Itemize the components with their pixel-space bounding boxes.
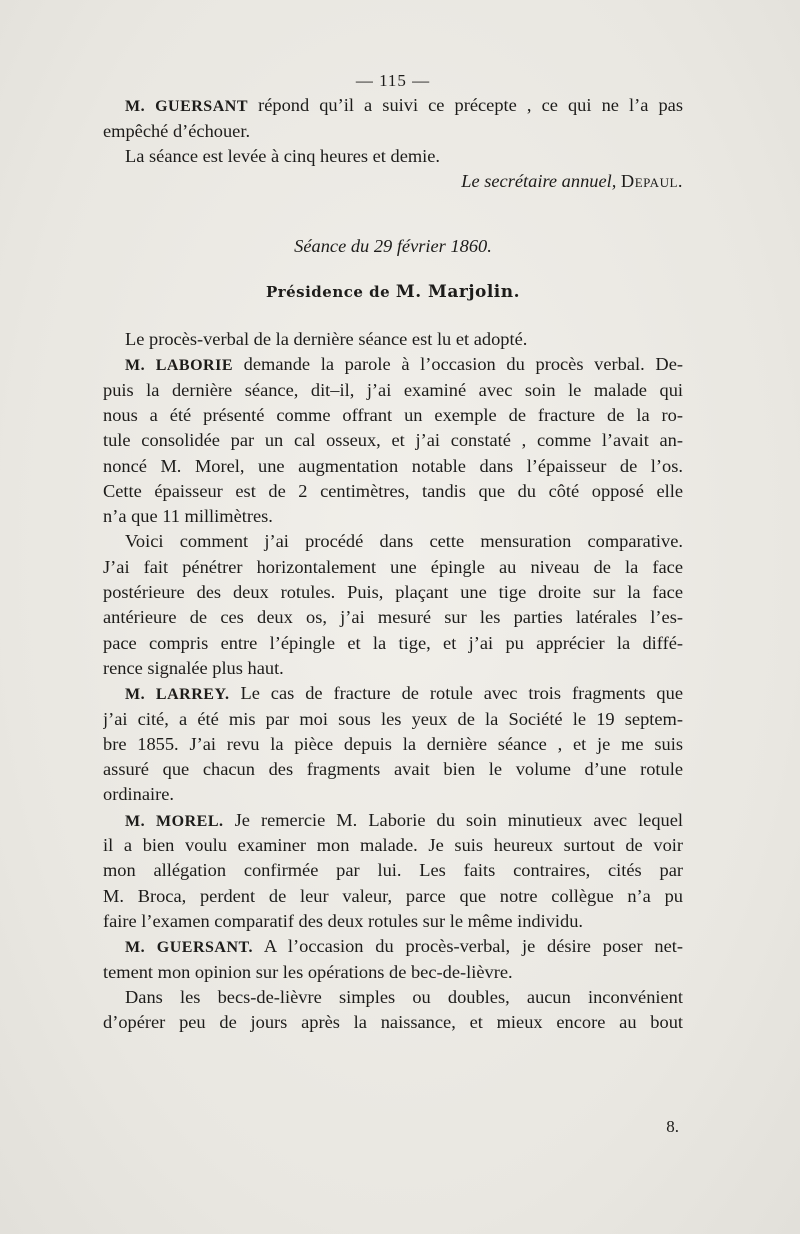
paragraph-line: bre 1855. J’ai revu la pièce depuis la dernière séance , et je me suis <box>103 733 683 754</box>
presidence-name: M. Marjolin. <box>395 281 521 302</box>
paragraph-line: d’opérer peu de jours après la naissance, et mieux encore au bout <box>103 1012 683 1033</box>
paragraph-line: empêché d’échouer. <box>103 120 251 141</box>
paragraph-line: ordinaire. <box>103 784 174 805</box>
paragraph-line <box>103 934 683 959</box>
paragraph-line: Cette épaisseur est de 2 centimètres, tandis que du côté opposé elle <box>103 480 683 501</box>
paragraph-line: Dans les becs-de-lièvre simples ou doubles, aucun inconvénient <box>125 986 683 1007</box>
paragraph-line: La séance est levée à cinq heures et demie. <box>125 145 441 166</box>
paragraph-line <box>103 352 683 377</box>
page-text <box>103 68 683 1035</box>
presidence-prefix: Présidence de <box>265 282 396 301</box>
text-run: A l’occasion du procès-verbal, je désire poser net- <box>253 936 683 957</box>
speaker-name: M. LABORIE <box>125 357 233 375</box>
paragraph-line: antérieure de ces deux os, j’ai mesuré sur les parties latérales l’es- <box>103 607 683 628</box>
paragraph-line: Voici comment j’ai procédé dans cette mensuration comparative. <box>125 531 683 552</box>
text-run: demande la parole à l’occasion du procès verbal. De- <box>232 354 683 375</box>
page-number: — 115 — <box>355 71 431 90</box>
paragraph-line: M. Broca, perdent de leur valeur, parce que notre collègue n’a pu <box>103 885 683 906</box>
paragraph-line <box>103 808 683 833</box>
paragraph-line <box>103 93 683 118</box>
paragraph-line: rence signalée plus haut. <box>103 657 284 678</box>
paragraph-line: il a bien voulu examiner mon malade. Je suis heureux surtout de voir <box>103 835 683 856</box>
speaker-name: M. GUERSANT <box>125 98 248 116</box>
secretary-signature <box>103 169 683 194</box>
session-heading: Séance du 29 février 1860. <box>294 236 492 257</box>
paragraph-line: nous a été présenté comme offrant un exemple de fracture de la ro- <box>103 404 683 425</box>
paragraph-line: mon allégation confirmée par lui. Les faits contraires, cités par <box>103 860 683 881</box>
paragraph-line: assuré que chacun des fragments avait bien le volume d’une rotule <box>103 759 683 780</box>
paragraph-line: puis la dernière séance, dit–il, j’ai examiné avec soin le malade qui <box>103 379 683 400</box>
text-run: Je remercie M. Laborie du soin minutieux avec lequel <box>223 809 683 830</box>
speaker-name: M. MOREL. <box>125 812 224 830</box>
paragraph-line: Le procès-verbal de la dernière séance est lu et adopté. <box>125 329 528 350</box>
paragraph-line: j’ai cité, a été mis par moi sous les yeux de la Société le 19 septem- <box>103 708 683 729</box>
signature-name: Depaul. <box>620 171 683 192</box>
text-run: Le cas de fracture de rotule avec trois fragments que <box>229 683 683 704</box>
signature-title: Le secrétaire annuel, <box>461 171 621 192</box>
paragraph-line: tement mon opinion sur les opérations de bec-de-lièvre. <box>103 961 513 982</box>
paragraph-line: noncé M. Morel, une augmentation notable dans l’épaisseur de l’os. <box>103 455 683 476</box>
paragraph-line: tule consolidée par un cal osseux, et j’ai constaté , comme l’avait an- <box>103 430 683 451</box>
paragraph-line: n’a que 11 millimètres. <box>103 506 273 527</box>
presidence-line <box>103 280 683 305</box>
paragraph-line: pace compris entre l’épingle et la tige, et j’ai pu apprécier la diffé- <box>103 632 683 653</box>
speaker-name: M. GUERSANT. <box>125 939 254 957</box>
text-run: répond qu’il a suivi ce précepte , ce qui ne l’a pas <box>248 95 683 116</box>
sheet-signature: 8. <box>666 1117 679 1136</box>
speaker-name: M. LARREY. <box>125 686 230 704</box>
paragraph-line: faire l’examen comparatif des deux rotules sur le même individu. <box>103 910 584 931</box>
paragraph-line: postérieure des deux rotules. Puis, plaçant une tige droite sur la face <box>103 582 683 603</box>
paragraph-line <box>103 681 683 706</box>
paragraph-line: J’ai fait pénétrer horizontalement une épingle au niveau de la face <box>103 556 683 577</box>
